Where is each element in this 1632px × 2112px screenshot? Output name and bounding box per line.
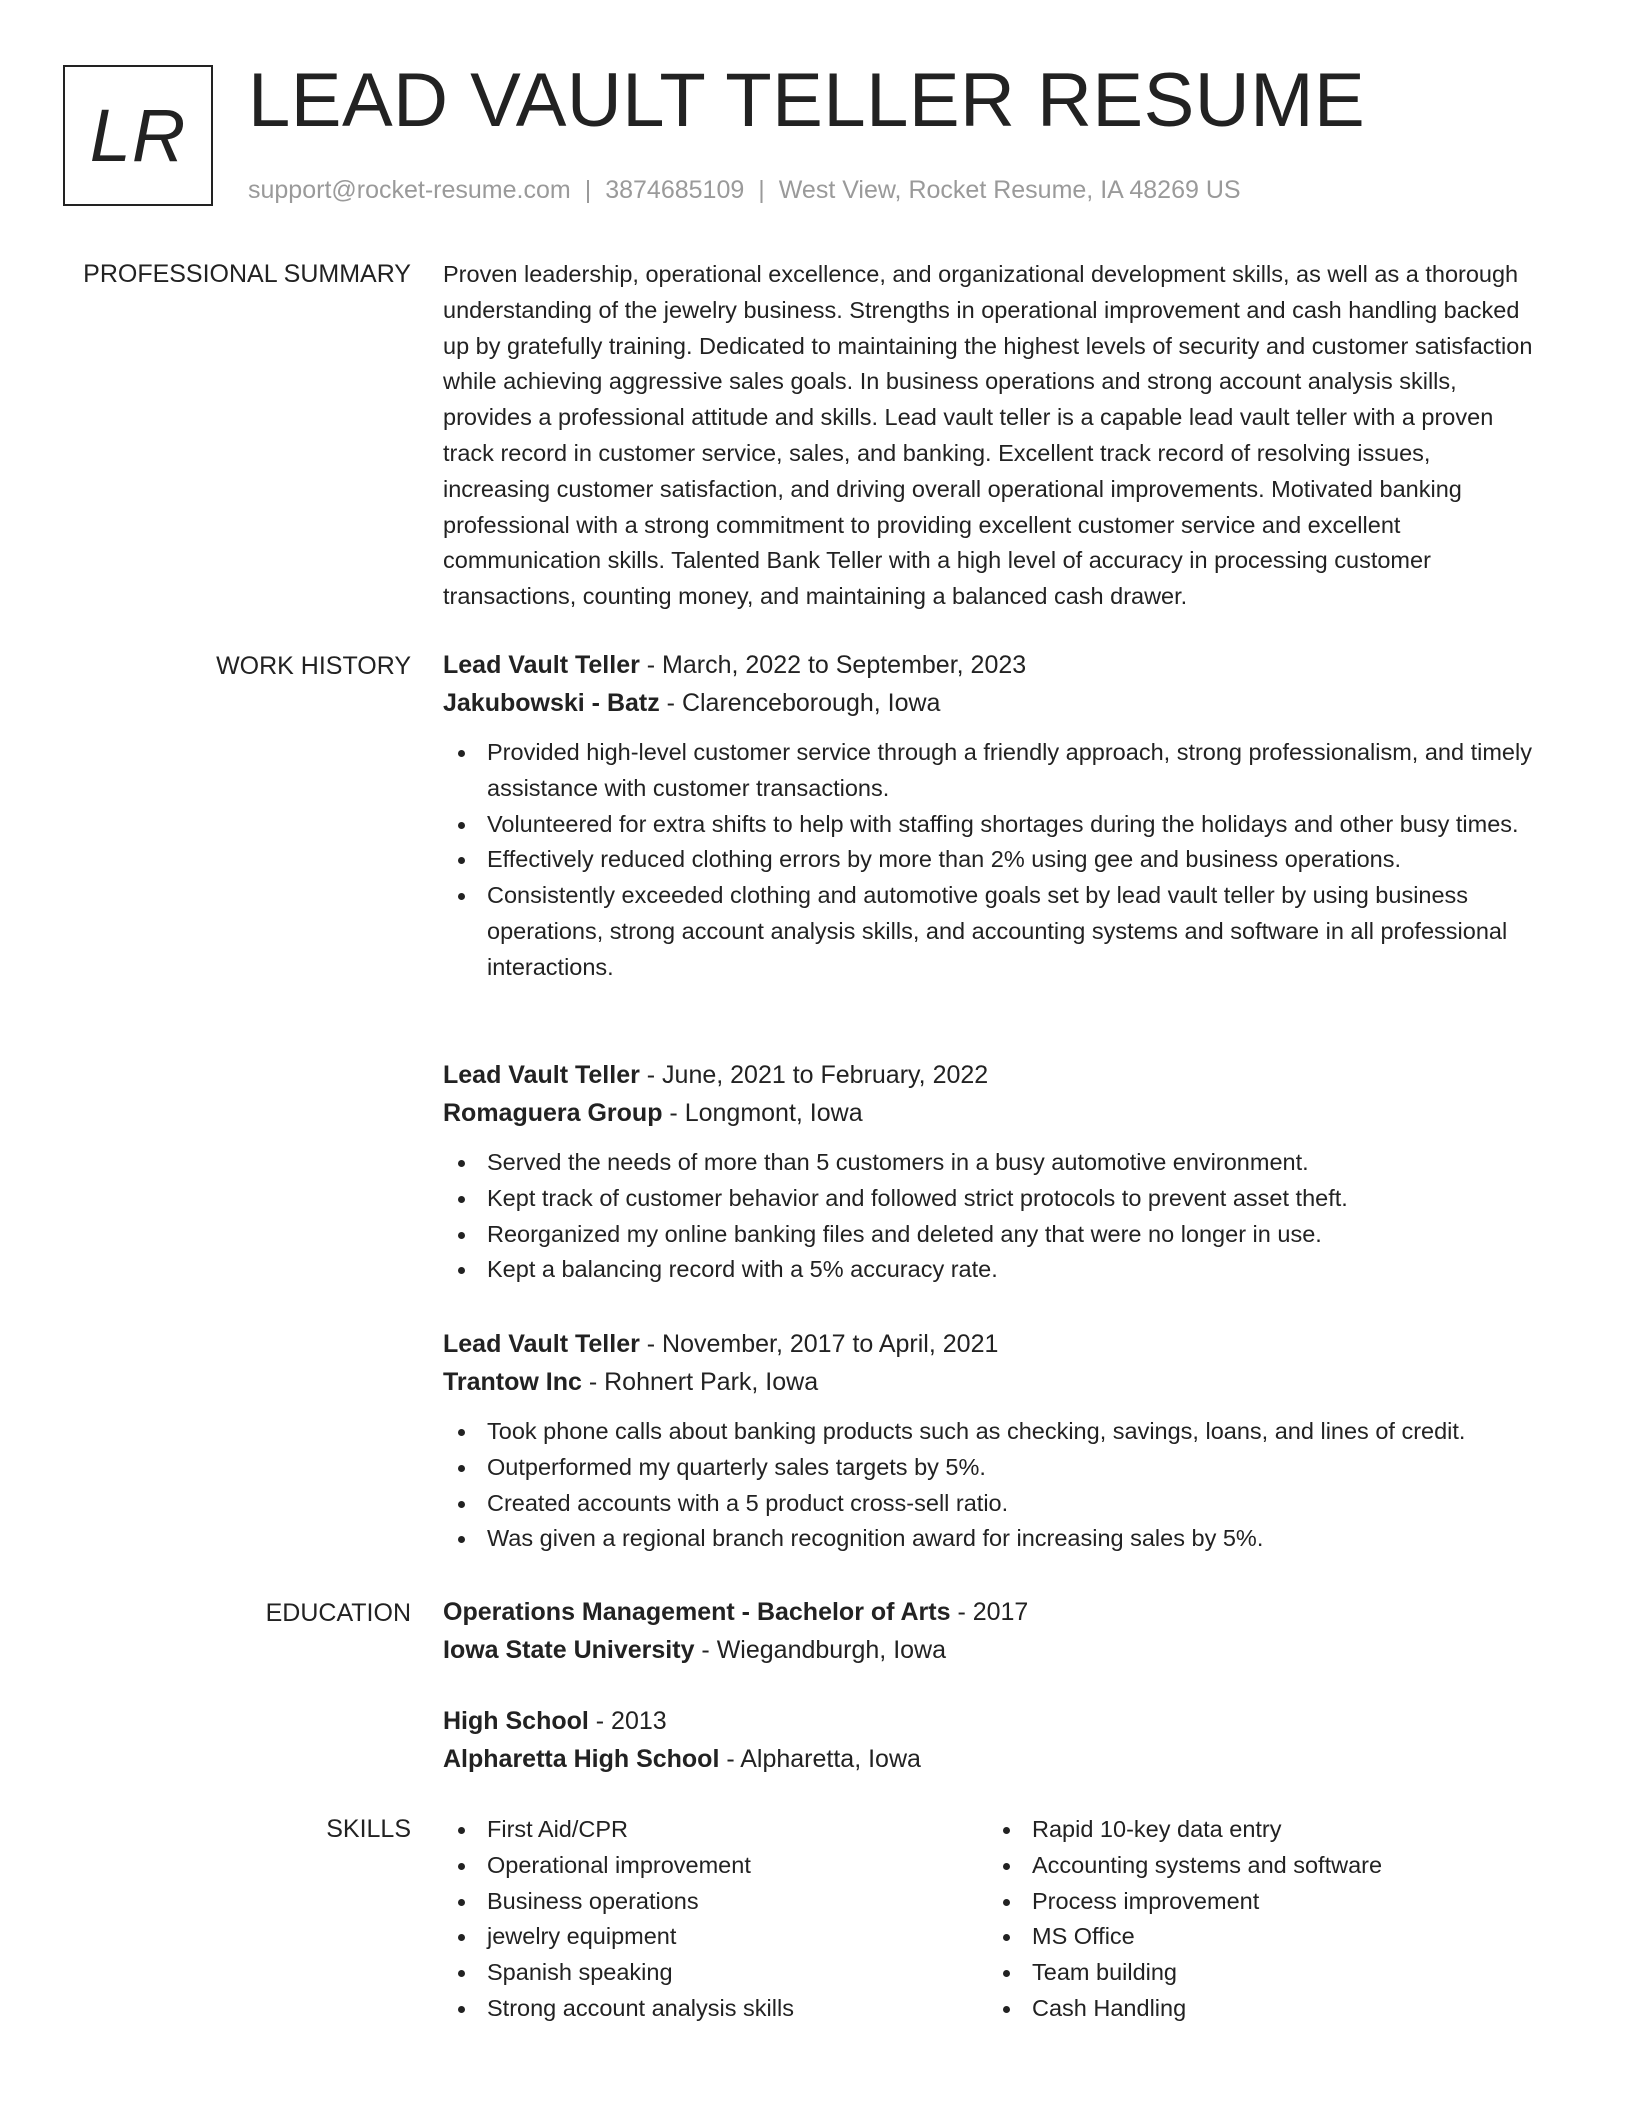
job-bullets	[443, 1414, 1543, 1557]
contact-email: support@rocket-resume.com	[248, 176, 571, 204]
skill-item: First Aid/CPR	[443, 1812, 963, 1848]
contact-phone: 3874685109	[605, 176, 745, 204]
list-item: Created accounts with a 5 product cross-sell ratio.	[443, 1486, 1543, 1522]
education-entry	[443, 1593, 1543, 1669]
list-item: Kept track of customer behavior and followed strict protocols to prevent asset theft.	[443, 1181, 1543, 1217]
job-company-line	[443, 1363, 1543, 1401]
job-title-line	[443, 1056, 1543, 1094]
monogram-logo: LR	[63, 65, 213, 206]
contact-address: West View, Rocket Resume, IA 48269 US	[778, 176, 1241, 204]
job-location: - Clarenceborough, Iowa	[659, 689, 941, 717]
job-location: - Rohnert Park, Iowa	[581, 1368, 819, 1396]
skills-column-left	[443, 1812, 963, 2027]
job-title: Lead Vault Teller	[443, 651, 640, 679]
list-item: Effectively reduced clothing errors by more than 2% using gee and business operations.	[443, 842, 1543, 878]
list-item: Kept a balancing record with a 5% accuracy rate.	[443, 1252, 1543, 1288]
skills-column-right	[988, 1812, 1508, 2027]
list-item: Took phone calls about banking products such as checking, savings, loans, and lines of credit.	[443, 1414, 1543, 1450]
job-entry	[443, 1056, 1543, 1288]
contact-line	[248, 174, 1241, 206]
job-dates: - November, 2017 to April, 2021	[639, 1330, 999, 1358]
skills-list	[988, 1812, 1508, 2027]
skill-item: Strong account analysis skills	[443, 1991, 963, 2027]
job-company: Jakubowski - Batz	[443, 689, 660, 717]
skill-item: jewelry equipment	[443, 1919, 963, 1955]
education-school: Iowa State University	[443, 1636, 695, 1664]
job-company: Trantow Inc	[443, 1368, 582, 1396]
education-degree: Operations Management - Bachelor of Arts	[443, 1598, 951, 1626]
education-degree-line	[443, 1702, 1543, 1740]
job-title: Lead Vault Teller	[443, 1330, 640, 1358]
education-entry	[443, 1702, 1543, 1778]
education-year: - 2013	[588, 1707, 667, 1735]
job-title-line	[443, 1325, 1543, 1363]
contact-separator: |	[758, 176, 765, 204]
skill-item: Spanish speaking	[443, 1955, 963, 1991]
education-school-line	[443, 1740, 1543, 1778]
education-school-line	[443, 1631, 1543, 1669]
section-label-skills: SKILLS	[326, 1815, 411, 1843]
job-title: Lead Vault Teller	[443, 1061, 640, 1089]
section-label-work-history: WORK HISTORY	[216, 652, 411, 680]
skill-item: Process improvement	[988, 1884, 1508, 1920]
job-company: Romaguera Group	[443, 1099, 663, 1127]
summary-text: Proven leadership, operational excellence, and organizational development skills, as well as a thorough understanding of the jewelry business. Strengths in operational improvement and cash handling backed up by gratefully training. Dedicated to maintaining the highest levels of security and customer satisfaction while achieving aggressive sales goals. In business operations and strong account analysis skills, provides a professional attitude and skills. Lead vault teller is a capable lead vault teller with a proven track record in customer service, sales, and banking. Excellent track record of resolving issues, increasing customer satisfaction, and driving overall operational improvements. Motivated banking professional with a strong commitment to providing excellent customer service and excellent communication skills. Talented Bank Teller with a high level of accuracy in processing customer transactions, counting money, and maintaining a balanced cash drawer.	[443, 261, 1533, 610]
job-company-line	[443, 1094, 1543, 1132]
education-location: - Alpharetta, Iowa	[719, 1745, 921, 1773]
job-bullets	[443, 1145, 1543, 1288]
resume-title: LEAD VAULT TELLER RESUME	[248, 58, 1366, 143]
skill-item: Accounting systems and software	[988, 1848, 1508, 1884]
skill-item: Business operations	[443, 1884, 963, 1920]
list-item: Was given a regional branch recognition award for increasing sales by 5%.	[443, 1521, 1543, 1557]
list-item: Volunteered for extra shifts to help with staffing shortages during the holidays and other busy times.	[443, 807, 1543, 843]
job-entry	[443, 1325, 1543, 1557]
skill-item: MS Office	[988, 1919, 1508, 1955]
job-location: - Longmont, Iowa	[662, 1099, 863, 1127]
job-entry	[443, 646, 1543, 986]
skill-item: Team building	[988, 1955, 1508, 1991]
section-label-summary: PROFESSIONAL SUMMARY	[83, 260, 411, 288]
skill-item: Cash Handling	[988, 1991, 1508, 2027]
list-item: Served the needs of more than 5 customers in a busy automotive environment.	[443, 1145, 1543, 1181]
job-dates: - March, 2022 to September, 2023	[639, 651, 1027, 679]
section-label-education: EDUCATION	[265, 1599, 411, 1627]
summary-section	[443, 257, 1543, 615]
list-item: Reorganized my online banking files and deleted any that were no longer in use.	[443, 1217, 1543, 1253]
education-year: - 2017	[950, 1598, 1029, 1626]
job-title-line	[443, 646, 1543, 684]
list-item: Outperformed my quarterly sales targets by 5%.	[443, 1450, 1543, 1486]
education-school: Alpharetta High School	[443, 1745, 720, 1773]
job-dates: - June, 2021 to February, 2022	[639, 1061, 989, 1089]
contact-separator: |	[584, 176, 592, 204]
education-degree: High School	[443, 1707, 589, 1735]
skills-list	[443, 1812, 963, 2027]
education-location: - Wiegandburgh, Iowa	[694, 1636, 947, 1664]
education-degree-line	[443, 1593, 1543, 1631]
job-bullets	[443, 735, 1543, 986]
job-company-line	[443, 684, 1543, 722]
list-item: Provided high-level customer service through a friendly approach, strong professionalism, and timely assistance with customer transactions.	[443, 735, 1543, 807]
skill-item: Rapid 10-key data entry	[988, 1812, 1508, 1848]
list-item: Consistently exceeded clothing and automotive goals set by lead vault teller by using business operations, strong account analysis skills, and accounting systems and software in all professional interactions.	[443, 878, 1543, 985]
skill-item: Operational improvement	[443, 1848, 963, 1884]
